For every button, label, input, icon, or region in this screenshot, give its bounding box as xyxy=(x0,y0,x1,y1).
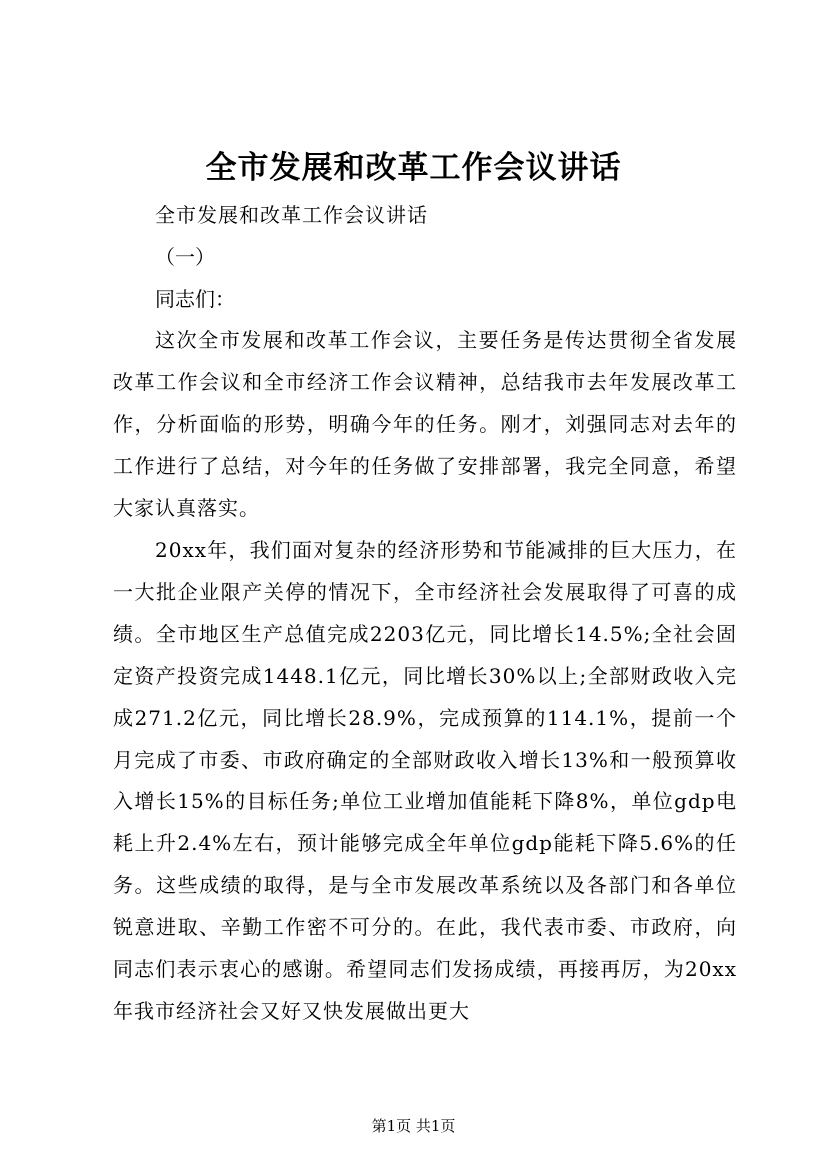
section-number: （一） xyxy=(155,245,215,269)
body-paragraph: 20xx年，我们面对复杂的经济形势和节能减排的巨大压力，在一大批企业限产关停的情况下，全市经济社会发展取得了可喜的成绩。全市地区生产总值完成2203亿元，同比增长14.5%;全社会固定资产投资完成1448.1亿元，同比增长30%以上;全部财政收入完成271.2亿元，同比增长28.9%，完成预算的114.1%，提前一个月完成了市委、市政府确定的全部财政收入增长13%和一般预算收入增长15%的目标任务;单位工业增加值能耗下降8%，单位gdp电耗上升2.4%左右，预计能够完成全年单位gdp能耗下降5.6%的任务。这些成绩的取得，是与全市发展改革系统以及各部门和各单位锐意进取、辛勤工作密不可分的。在此，我代表市委、市政府，向同志们表示衷心的感谢。希望同志们发扬成绩，再接再厉，为20xx年我市经济社会又好又快发展做出更大 xyxy=(113,538,737,1023)
document-title: 全市发展和改革工作会议讲话 xyxy=(205,150,622,186)
body-paragraph: 这次全市发展和改革工作会议，主要任务是传达贯彻全省发展改革工作会议和全市经济工作会议精神，总结我市去年发展改革工作，分析面临的形势，明确今年的任务。刚才，刘强同志对去年的工作进行了总结，对今年的任务做了安排部署，我完全同意，希望大家认真落实。 xyxy=(113,328,737,520)
salutation: 同志们： xyxy=(155,287,235,311)
page-footer: 第1页 共1页 xyxy=(371,1117,456,1135)
document-subtitle: 全市发展和改革工作会议讲话 xyxy=(155,203,428,227)
